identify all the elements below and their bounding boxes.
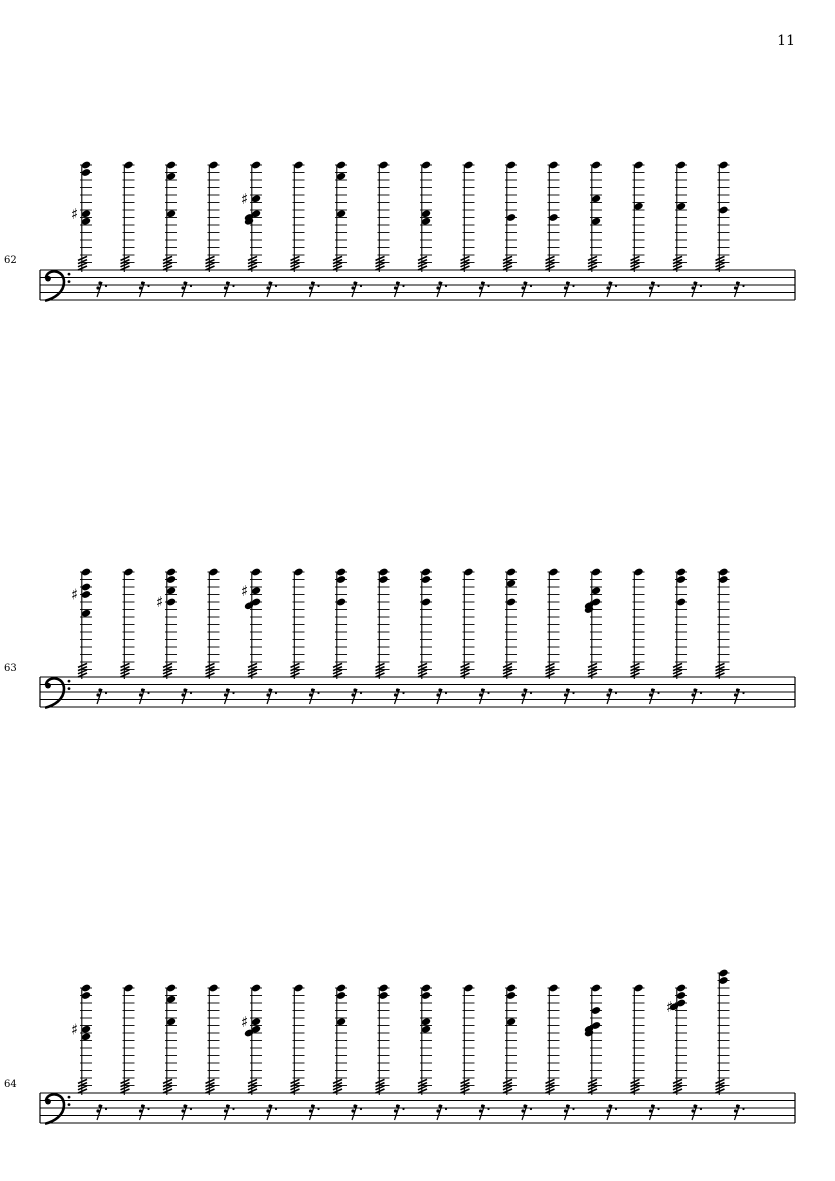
chord xyxy=(546,983,575,1120)
dotted-rest xyxy=(96,1104,107,1120)
dotted-rest xyxy=(734,1104,745,1120)
dotted-rest xyxy=(691,1104,702,1120)
dotted-rest xyxy=(309,1104,320,1120)
chord xyxy=(666,983,702,1120)
dotted-rest xyxy=(394,1104,405,1120)
chord xyxy=(584,983,617,1120)
chord xyxy=(291,983,320,1120)
dotted-rest xyxy=(649,1104,660,1120)
dotted-rest xyxy=(224,1104,235,1120)
dotted-rest xyxy=(606,1104,617,1120)
dotted-rest xyxy=(351,1104,362,1120)
dotted-rest xyxy=(139,1104,150,1120)
sharp-accidental: ♯ xyxy=(241,189,249,208)
chord xyxy=(503,983,532,1120)
chord xyxy=(71,983,107,1120)
chord xyxy=(121,983,150,1120)
chord xyxy=(206,983,235,1120)
chord xyxy=(418,983,447,1120)
chord xyxy=(716,968,745,1120)
chord xyxy=(163,983,192,1120)
chord xyxy=(461,983,490,1120)
dotted-rest xyxy=(266,1104,277,1120)
sharp-accidental: ♯ xyxy=(156,593,164,611)
chord xyxy=(241,983,277,1120)
sharp-accidental: ♯ xyxy=(666,997,674,1016)
bass-clef xyxy=(45,1094,70,1123)
dotted-rest xyxy=(181,1104,192,1120)
measure-number: 63 xyxy=(4,663,17,674)
sharp-accidental: ♯ xyxy=(241,581,249,600)
measure-number: 62 xyxy=(4,255,17,266)
page-number: 11 xyxy=(777,33,795,49)
sharp-accidental: ♯ xyxy=(71,204,79,223)
sharp-accidental: ♯ xyxy=(241,1012,249,1031)
chord xyxy=(376,983,405,1120)
dotted-rest xyxy=(564,1104,575,1120)
measure-number: 64 xyxy=(4,1079,17,1090)
sharp-accidental: ♯ xyxy=(71,1020,79,1039)
dotted-rest xyxy=(521,1104,532,1120)
sharp-accidental: ♯ xyxy=(71,585,79,604)
dotted-rest xyxy=(436,1104,447,1120)
chord xyxy=(631,983,660,1120)
dotted-rest xyxy=(479,1104,490,1120)
chord xyxy=(333,983,362,1120)
